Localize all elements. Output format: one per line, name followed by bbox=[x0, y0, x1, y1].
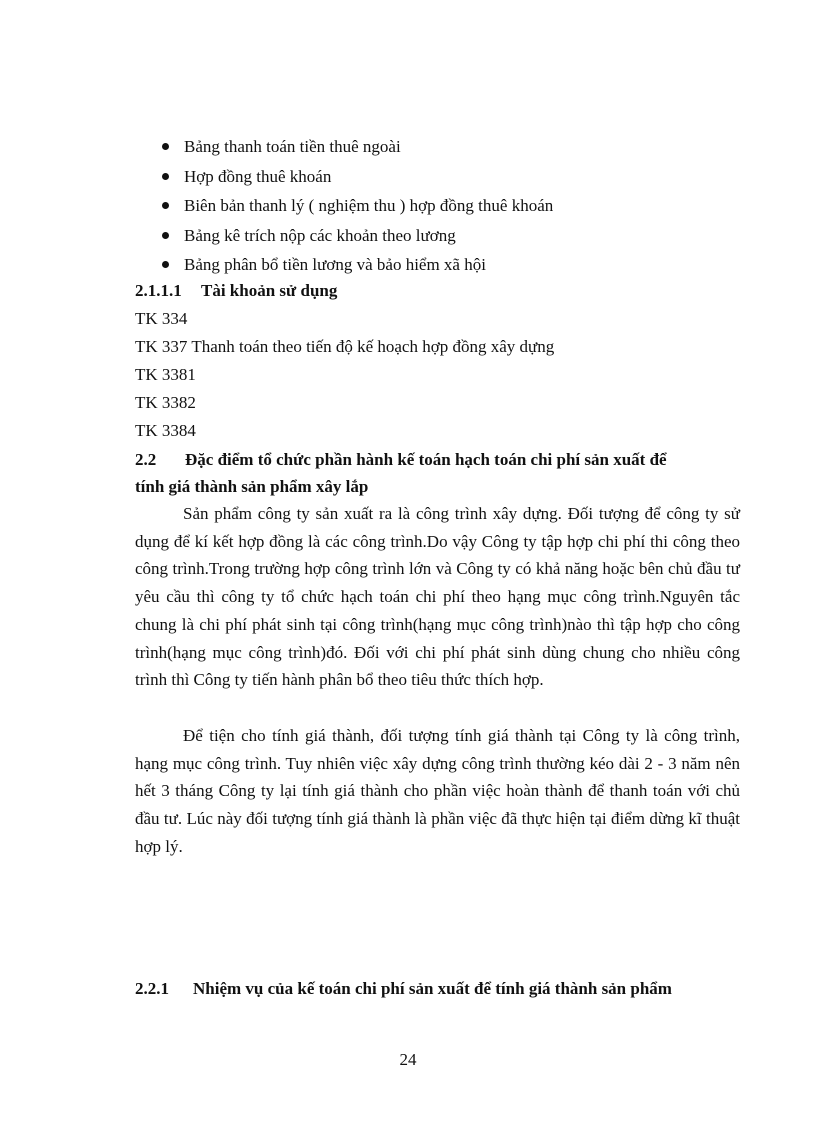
account-line: TK 337 Thanh toán theo tiến độ kế hoạch hợp đồng xây dựng bbox=[135, 337, 555, 356]
paragraph: Để tiện cho tính giá thành, đối tượng tính giá thành tại Công ty là công trình, hạng mục công trình. Tuy nhiên việc xây dựng công trình thường kéo dài 2 - 3 năm nên hết 3 tháng Công ty lại tính giá thành cho phần việc hoàn thành để thanh toán với chủ đầu tư. Lúc này đối tượng tính giá thành là phần việc đã thực hiện tại điểm dừng kĩ thuật hợp lý. bbox=[135, 726, 740, 856]
account-line: TK 3381 bbox=[135, 365, 196, 384]
bullet-icon bbox=[162, 143, 169, 150]
section-title: Nhiệm vụ của kế toán chi phí sản xuất để tính giá thành sản phẩm bbox=[193, 979, 672, 998]
paragraph: Sản phẩm công ty sản xuất ra là công trình xây dựng. Đối tượng để công ty sử dụng để kí kết hợp đồng là các công trình.Do vậy Công ty tập hợp chi phí thi công theo công trình.Trong trường hợp công trình lớn và Công ty có khả năng hoặc bên chủ đầu tư yêu cầu thì công ty tổ chức hạch toán chi phí theo hạng mục công trình.Nguyên tắc chung là chi phí phát sinh tại công trình(hạng mục công trình)nào thì tập hợp cho công trình(hạng mục công trình)đó. Đối với chi phí phát sinh dùng chung cho nhiều công trình thì Công ty tiến hành phân bổ theo tiêu thức thích hợp. bbox=[135, 504, 740, 690]
list-item bbox=[162, 162, 553, 192]
account-line: TK 3382 bbox=[135, 393, 196, 412]
section-number: 2.1.1.1 bbox=[135, 281, 182, 300]
list-item bbox=[162, 221, 553, 251]
account-line: TK 3384 bbox=[135, 421, 196, 440]
bullet-text: Hợp đồng thuê khoán bbox=[184, 166, 332, 186]
list-item bbox=[162, 191, 553, 221]
bullet-text: Bảng thanh toán tiền thuê ngoài bbox=[184, 137, 401, 156]
section-number: 2.2 bbox=[135, 450, 157, 469]
section-number: 2.2.1 bbox=[135, 979, 169, 998]
section-heading-221 bbox=[135, 978, 672, 1000]
list-item bbox=[162, 132, 553, 162]
bullet-icon bbox=[162, 173, 169, 180]
bullet-icon bbox=[162, 202, 169, 209]
bullet-icon bbox=[162, 232, 169, 239]
bullet-text: Bảng phân bổ tiền lương và bảo hiểm xã hội bbox=[184, 255, 486, 274]
account-line: TK 334 bbox=[135, 309, 188, 328]
section-heading-2111 bbox=[135, 280, 337, 302]
section-heading-22 bbox=[135, 449, 667, 471]
section-title: Tài khoản sử dụng bbox=[201, 281, 338, 300]
section-title: Đặc điểm tổ chức phần hành kế toán hạch toán chi phí sản xuất để bbox=[185, 450, 667, 469]
bullet-list bbox=[162, 132, 553, 280]
list-item bbox=[162, 250, 553, 280]
section-heading-22-cont: tính giá thành sản phẩm xây lắp bbox=[135, 477, 369, 496]
bullet-text: Bảng kê trích nộp các khoản theo lương bbox=[184, 225, 456, 245]
bullet-icon bbox=[162, 261, 169, 268]
page-number: 24 bbox=[399, 1050, 417, 1069]
bullet-text: Biên bản thanh lý ( nghiệm thu ) hợp đồng thuê khoán bbox=[184, 196, 554, 215]
